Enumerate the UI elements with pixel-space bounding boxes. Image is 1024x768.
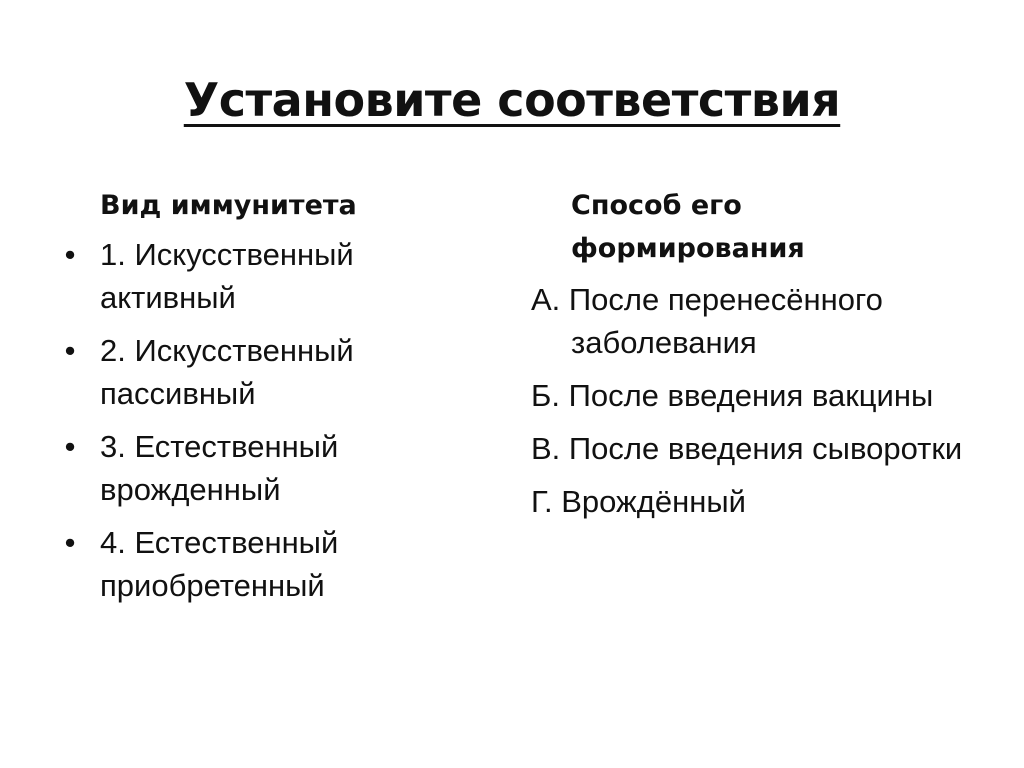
list-item <box>60 521 480 607</box>
bullet-icon: • <box>64 525 76 560</box>
list-item-text: 2. Искусственный пассивный <box>100 333 354 411</box>
list-item: А. После перенесённого заболевания <box>531 282 883 360</box>
list-item <box>60 233 480 319</box>
formation-method-column <box>531 184 981 533</box>
list-item-text: 3. Естественный врожденный <box>100 429 339 507</box>
formation-method-heading: Способ его формирования <box>571 190 805 264</box>
formation-method-list <box>531 278 981 523</box>
list-item: В. После введения сыворотки <box>531 431 963 466</box>
slide-title-text: Установите соответствия <box>183 73 841 127</box>
bullet-icon: • <box>64 429 76 464</box>
list-item <box>60 329 480 415</box>
immunity-type-column <box>60 184 480 617</box>
immunity-type-heading: Вид иммунитета <box>100 190 357 221</box>
list-item-text: 1. Искусственный активный <box>100 237 354 315</box>
bullet-icon: • <box>64 333 76 368</box>
immunity-type-list <box>60 233 480 607</box>
slide-title <box>0 70 1024 130</box>
list-item: Г. Врождённый <box>531 484 746 519</box>
list-item-text: 4. Естественный приобретенный <box>100 525 339 603</box>
bullet-icon: • <box>64 237 76 272</box>
list-item <box>60 425 480 511</box>
list-item: Б. После введения вакцины <box>531 378 934 413</box>
